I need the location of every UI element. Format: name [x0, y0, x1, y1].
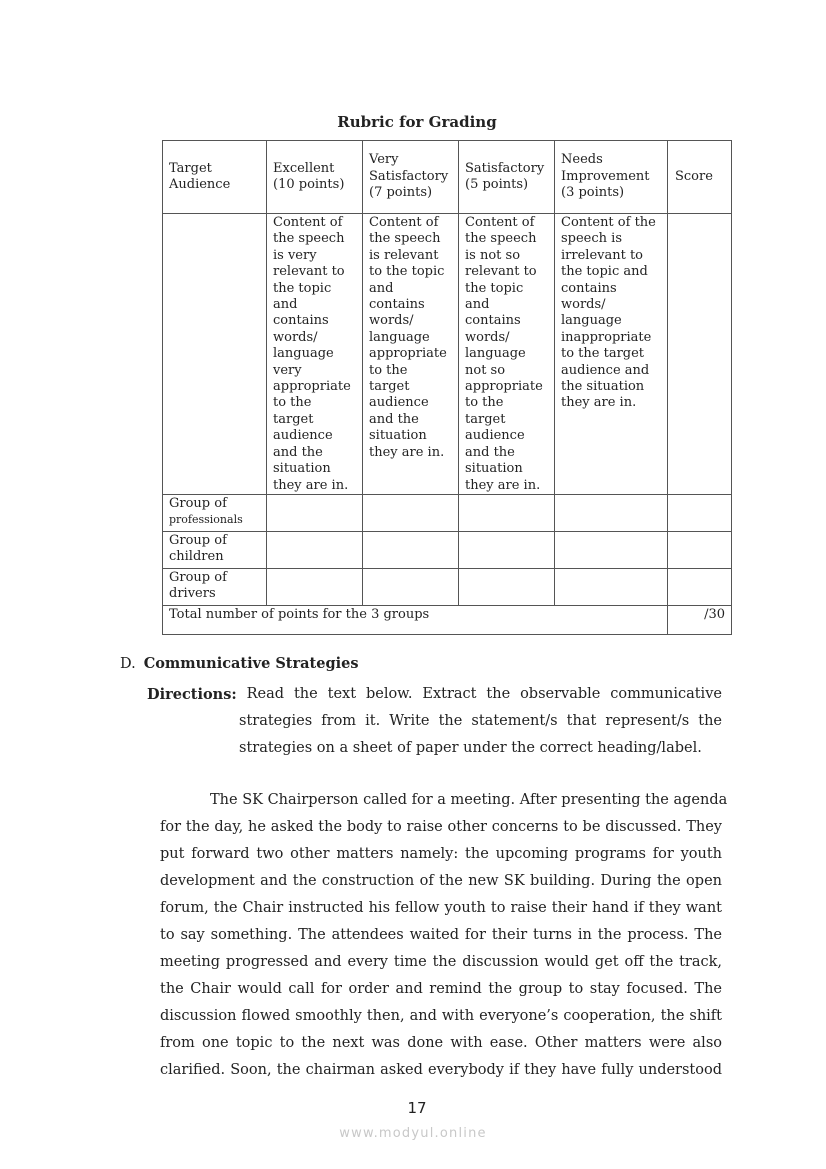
section-letter: D.: [120, 656, 136, 672]
watermark: www.modyul.online: [339, 1126, 487, 1141]
rubric-header-row: [163, 141, 732, 214]
directions: [147, 681, 722, 762]
passage-line: put forward two other matters namely: the upcoming programs for youth: [160, 846, 722, 862]
score-cell[interactable]: [555, 531, 668, 568]
passage-line: from one topic to the next was done with ease. Other matters were also: [160, 1035, 722, 1051]
directions-label: Directions:: [147, 686, 237, 703]
score-cell[interactable]: [555, 494, 668, 531]
total-score: /30: [668, 605, 732, 634]
score-cell[interactable]: [668, 531, 732, 568]
table-row: [163, 568, 732, 605]
group-label: Group of children: [163, 531, 267, 568]
total-label: Total number of points for the 3 groups: [163, 605, 668, 634]
score-cell[interactable]: [555, 568, 668, 605]
header-target-audience: Target Audience: [163, 141, 267, 214]
group-label: Group of drivers: [163, 568, 267, 605]
section-heading: [120, 655, 359, 672]
passage-line: forum, the Chair instructed his fellow youth to raise their hand if they want: [160, 900, 722, 916]
descriptor-cell: [668, 214, 732, 495]
header-satisfactory: Satisfactory (5 points): [459, 141, 555, 214]
score-cell[interactable]: [363, 568, 459, 605]
group-label: Group of professionals: [163, 494, 267, 531]
passage-line: the Chair would call for order and remind the group to stay focused. The: [160, 981, 722, 997]
page-number: 17: [407, 1099, 427, 1117]
directions-line: Directions: Read the text below. Extract the observable communicative: [147, 681, 722, 708]
descriptor-very-satisfactory: Content of the speech is relevant to the topic and contains words/ language appropriate to the target audience and the situation they are in.: [363, 214, 459, 495]
score-cell[interactable]: [267, 531, 363, 568]
passage-line: to say something. The attendees waited for their turns in the process. The: [160, 927, 722, 943]
header-score: Score: [668, 141, 732, 214]
score-cell[interactable]: [363, 494, 459, 531]
directions-line: strategies from it. Write the statement/s that represent/s the: [239, 713, 722, 729]
passage-line: The SK Chairperson called for a meeting. After presenting the agenda: [210, 792, 728, 808]
total-row: [163, 605, 732, 634]
passage-line: meeting progressed and every time the discussion would get off the track,: [160, 954, 722, 970]
table-row: [163, 494, 732, 531]
header-excellent: Excellent (10 points): [267, 141, 363, 214]
passage-line: clarified. Soon, the chairman asked everybody if they have fully understood: [160, 1062, 722, 1078]
directions-line: strategies on a sheet of paper under the correct heading/label.: [239, 740, 702, 756]
passage-line: development and the construction of the new SK building. During the open: [160, 873, 722, 889]
rubric-title: Rubric for Grading: [337, 113, 497, 131]
passage-line: for the day, he asked the body to raise other concerns to be discussed. They: [160, 819, 722, 835]
score-cell[interactable]: [668, 494, 732, 531]
descriptor-needs-improvement: Content of the speech is irrelevant to the topic and contains words/ language inappropriate to the target audience and the situation they are in.: [555, 214, 668, 495]
descriptor-satisfactory: Content of the speech is not so relevant to the topic and contains words/ language not so appropriate to the target audience and the situation they are in.: [459, 214, 555, 495]
rubric-descriptor-row: [163, 214, 732, 495]
section-title: Communicative Strategies: [143, 655, 359, 672]
descriptor-excellent: Content of the speech is very relevant to the topic and contains words/ language very appropriate to the target audience and the situation they are in.: [267, 214, 363, 495]
score-cell[interactable]: [459, 531, 555, 568]
reading-passage: [160, 787, 728, 1084]
header-needs-improvement: Needs Improvement (3 points): [555, 141, 668, 214]
score-cell[interactable]: [459, 494, 555, 531]
rubric-table: [162, 140, 732, 635]
header-very-satisfactory: Very Satisfactory (7 points): [363, 141, 459, 214]
passage-line: discussion flowed smoothly then, and with everyone’s cooperation, the shift: [160, 1008, 722, 1024]
score-cell[interactable]: [459, 568, 555, 605]
score-cell[interactable]: [363, 531, 459, 568]
score-cell[interactable]: [668, 568, 732, 605]
score-cell[interactable]: [267, 568, 363, 605]
descriptor-cell: [163, 214, 267, 495]
score-cell[interactable]: [267, 494, 363, 531]
table-row: [163, 531, 732, 568]
